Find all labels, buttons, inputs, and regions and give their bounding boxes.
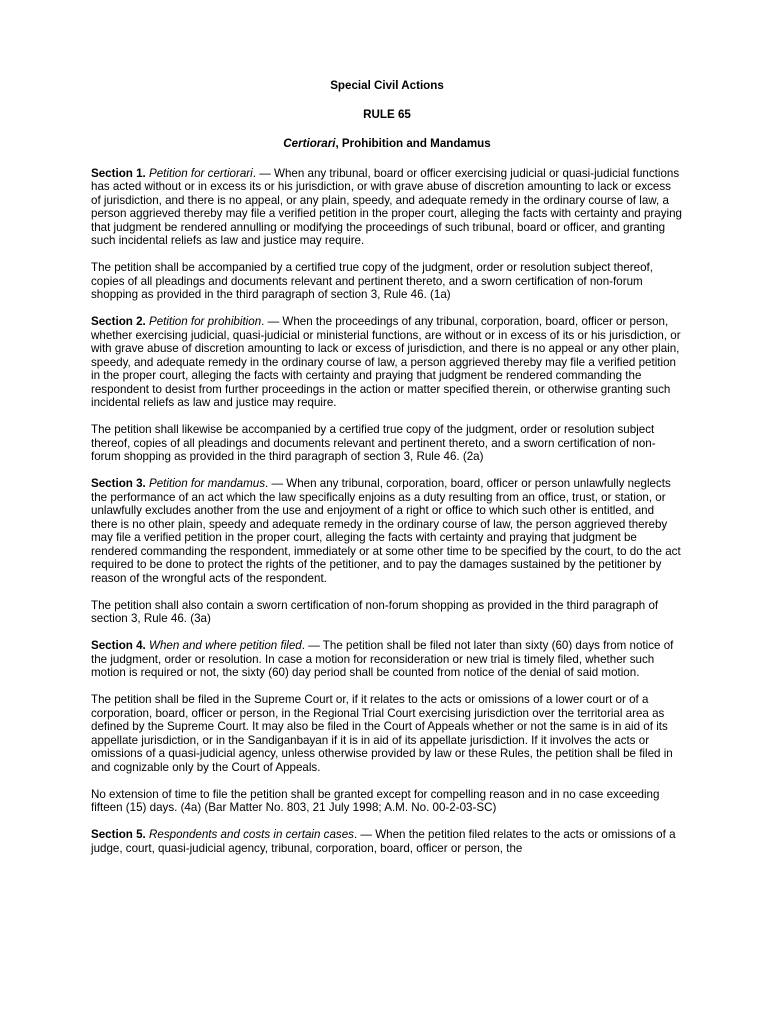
- section-1-paragraph: [91, 167, 683, 248]
- section-4-paragraph-2: The petition shall be filed in the Supreme Court or, if it relates to the acts or omissions of a lower court or of a corporation, board, officer or person, in the Regional Trial Court exercising jurisdiction over the territorial area as defined by the Supreme Court. It may also be filed in the Court of Appeals whether or not the same is in aid of its appellate jurisdiction, or in the Sandiganbayan if it is in aid of its appellate jurisdiction. If it involves the acts or omissions of a quasi-judicial agency, unless otherwise provided by law or these Rules, the petition shall be filed in and cognizable only by the Court of Appeals.: [91, 693, 673, 774]
- section-number: Section 5.: [91, 828, 146, 841]
- section-4-paragraph-3: No extension of time to file the petition shall be granted except for compelling reason and in no case exceeding fifteen (15) days. (4a) (Bar Matter No. 803, 21 July 1998; A.M. No. 00-2-03-SC): [91, 787, 660, 814]
- rule-subtitle: [91, 137, 683, 151]
- section-2-paragraph-2: The petition shall likewise be accompanied by a certified true copy of the judgment, order or resolution subject thereof, copies of all pleadings and documents relevant and pertinent thereto, and a sworn certification of non-forum shopping as provided in the third paragraph of section 3, Rule 46. (2a): [91, 423, 656, 463]
- section-number: Section 1.: [91, 166, 146, 180]
- section-number: Section 4.: [91, 639, 146, 652]
- section-title: Petition for certiorari: [149, 166, 253, 180]
- section-title: Respondents and costs in certain cases: [149, 828, 354, 841]
- section-title: When and where petition filed: [149, 639, 302, 652]
- section-1-paragraph-2: The petition shall be accompanied by a certified true copy of the judgment, order or resolution subject thereof, copies of all pleadings and documents relevant and pertinent thereto, and a sworn certification of non-forum shopping as provided in the third paragraph of section 3, Rule 46. (1a): [91, 261, 653, 301]
- section-body: . — When any tribunal, board or officer exercising judicial or quasi-judicial functions has acted without or in excess its or his jurisdiction, or with grave abuse of discretion amounting to lack or excess of jurisdiction, and there is no appeal, or any plain, speedy, and adequate remedy in the ordinary course of law, a person aggrieved thereby may file a verified petition in the proper court, alleging the facts with certainty and praying that judgment be rendered annulling or modifying the proceedings of such tribunal, board or officer, and granting such incidental reliefs as law and justice may require.: [91, 166, 682, 247]
- section-body: . — The petition shall be filed not later than sixty (60) days from notice of the judgment, order or resolution. In case a motion for reconsideration or new trial is timely filed, whether such motion is required or not, the sixty (60) day period shall be counted from notice of the denial of said motion.: [91, 639, 674, 679]
- section-2-paragraph: [91, 315, 683, 410]
- section-number: Section 3.: [91, 477, 146, 490]
- section-3-paragraph: [91, 477, 683, 585]
- rule-subtitle-italic: Certiorari: [283, 137, 336, 150]
- rule-subtitle-rest: , Prohibition and Mandamus: [335, 137, 491, 150]
- rule-number: RULE 65: [363, 107, 411, 121]
- section-4-paragraph: [91, 639, 683, 680]
- section-title: Petition for mandamus: [149, 477, 265, 490]
- section-body: . — When the proceedings of any tribunal, corporation, board, officer or person, whether exercising judicial, quasi-judicial or ministerial functions, are without or in excess of its or his jurisdiction, or with grave abuse of discretion amounting to lack or excess of jurisdiction, and there is no appeal or any other plain, speedy, and adequate remedy in the ordinary course of law, a person aggrieved thereby may file a verified petition in the proper court, alleging the facts with certainty and praying that judgment be rendered commanding the respondent to desist from further proceedings in the action or matter specified therein, or otherwise granting such incidental reliefs as law and justice may require.: [91, 315, 681, 409]
- section-number: Section 2.: [91, 315, 146, 328]
- document-page: [91, 79, 683, 869]
- section-5-paragraph: [91, 828, 683, 855]
- section-body: . — When the petition filed relates to the acts or omissions of a judge, court, quasi-judicial agency, tribunal, corporation, board, officer or person, the: [91, 828, 676, 855]
- document-title: Special Civil Actions: [330, 79, 444, 92]
- section-body: . — When any tribunal, corporation, board, officer or person unlawfully neglects the performance of an act which the law specifically enjoins as a duty resulting from an office, trust, or station, or unlawfully excludes another from the use and enjoyment of a right or office to which such other is entitled, and there is no other plain, speedy and adequate remedy in the ordinary course of law, the person aggrieved thereby may file a verified petition in the proper court, alleging the facts with certainty and praying that judgment be rendered commanding the respondent, immediately or at some other time to be specified by the court, to do the act required to be done to protect the rights of the petitioner, and to pay the damages sustained by the petitioner by reason of the wrongful acts of the respondent.: [91, 477, 681, 585]
- section-3-paragraph-2: The petition shall also contain a sworn certification of non-forum shopping as provided in the third paragraph of section 3, Rule 46. (3a): [91, 598, 659, 625]
- section-title: Petition for prohibition: [149, 315, 262, 328]
